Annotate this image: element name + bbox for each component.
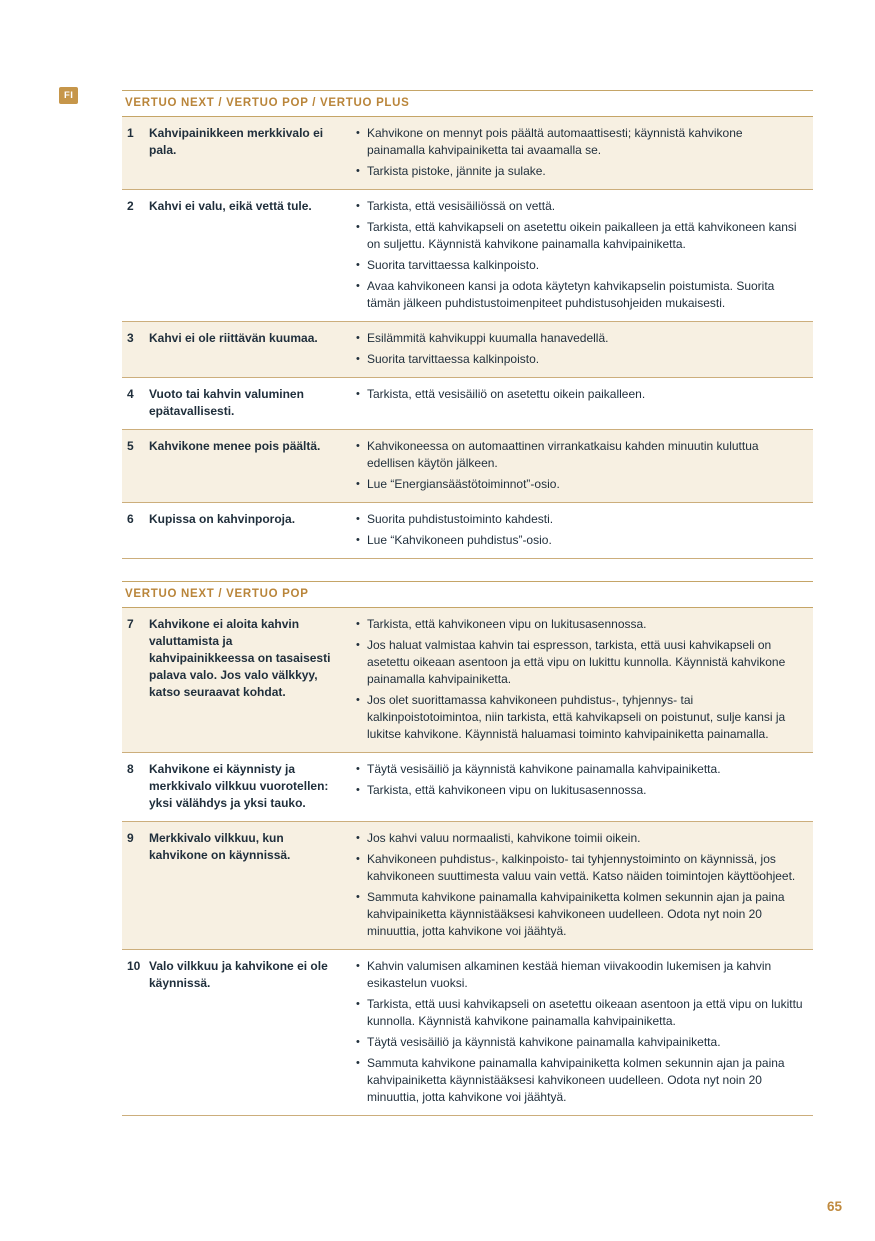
table-row <box>122 378 813 430</box>
row-number: 1 <box>127 126 134 140</box>
solution-item <box>356 532 803 549</box>
table-row <box>122 322 813 378</box>
solution-item <box>356 278 803 312</box>
row-number: 8 <box>127 762 134 776</box>
solution-item <box>356 616 803 633</box>
section-title: VERTUO NEXT / VERTUO POP / VERTUO PLUS <box>122 90 813 117</box>
solution-text: Tarkista, että vesisäiliössä on vettä. <box>367 199 556 213</box>
solution-text: Suorita tarvittaessa kalkinpoisto. <box>367 352 540 366</box>
bullet-icon: • <box>356 998 360 1010</box>
solution-text: Tarkista, että kahvikoneen vipu on lukitusasennossa. <box>367 783 647 797</box>
solution-text: Täytä vesisäiliö ja käynnistä kahvikone painamalla kahvipainiketta. <box>367 1035 721 1049</box>
solution-text: Kahvikoneessa on automaattinen virrankatkaisu kahden minuutin kuluttua edellisen käytön jälkeen. <box>367 439 759 470</box>
problem-text: Kahvipainikkeen merkkivalo ei pala. <box>149 126 324 157</box>
solution-item <box>356 125 803 159</box>
solution-item <box>356 219 803 253</box>
bullet-icon: • <box>356 960 360 972</box>
solution-item <box>356 692 803 743</box>
bullet-icon: • <box>356 784 360 796</box>
solution-item <box>356 782 803 799</box>
solution-text: Kahvin valumisen alkaminen kestää hieman viivakoodin lukemisen ja kahvin esikastelun vuoksi. <box>367 959 772 990</box>
solutions-list <box>352 830 813 940</box>
row-number: 3 <box>127 331 134 345</box>
solution-text: Avaa kahvikoneen kansi ja odota käytetyn kahvikapselin poistumista. Suorita tämän jälkeen puhdistustoimenpiteet puhdistusohjeiden mukaisesti. <box>367 279 775 310</box>
page-number: 65 <box>826 1199 842 1214</box>
solution-text: Suorita tarvittaessa kalkinpoisto. <box>367 258 540 272</box>
solution-text: Sammuta kahvikone painamalla kahvipainiketta kolmen sekunnin ajan ja paina kahvipainiketta käynnistääksesi kahvikoneen uudelleen. Odota nyt noin 20 minuuttia, jotta kahvikone voi jäähtyä. <box>367 890 785 938</box>
solution-item <box>356 830 803 847</box>
problem-text: Kupissa on kahvinporoja. <box>149 512 296 526</box>
problem-text: Vuoto tai kahvin valuminen epätavallisesti. <box>149 387 304 418</box>
bullet-icon: • <box>356 1036 360 1048</box>
solutions-list <box>352 958 813 1106</box>
solution-item <box>356 851 803 885</box>
problem-text: Kahvikone menee pois päältä. <box>149 439 321 453</box>
bullet-icon: • <box>356 388 360 400</box>
table-row <box>122 117 813 190</box>
bullet-icon: • <box>356 832 360 844</box>
bullet-icon: • <box>356 694 360 706</box>
solution-text: Esilämmitä kahvikuppi kuumalla hanavedellä. <box>367 331 609 345</box>
solution-text: Kahvikoneen puhdistus-, kalkinpoisto- tai tyhjennystoiminto on käynnissä, jos kahvikoneen suuttimesta valuu vain vettä. Katso näiden toimintojen käyttöohjeet. <box>367 852 796 883</box>
solutions-list <box>352 330 813 368</box>
problem-text: Kahvikone ei käynnisty ja merkkivalo vilkkuu vuorotellen: yksi välähdys ja yksi tauko. <box>149 762 329 810</box>
solution-item <box>356 1055 803 1106</box>
solution-item <box>356 386 803 403</box>
solutions-list <box>352 438 813 493</box>
solution-text: Lue “Energiansäästötoiminnot”-osio. <box>367 477 560 491</box>
bullet-icon: • <box>356 440 360 452</box>
solution-item <box>356 1034 803 1051</box>
table-row <box>122 190 813 322</box>
solution-text: Tarkista, että kahvikoneen vipu on lukitusasennossa. <box>367 617 647 631</box>
solution-item <box>356 637 803 688</box>
solutions-list <box>352 198 813 312</box>
section-vertuo-next-pop-plus <box>122 90 813 559</box>
troubleshooting-content <box>122 90 813 1116</box>
row-number: 9 <box>127 831 134 845</box>
bullet-icon: • <box>356 221 360 233</box>
solution-text: Lue “Kahvikoneen puhdistus”-osio. <box>367 533 552 547</box>
solution-text: Jos haluat valmistaa kahvin tai espresson, tarkista, että uusi kahvikapseli on asetettu oikeaan asentoon ja että vipu on lukittu kunnolla. Käynnistä kahvikone painamalla kahvipainiketta. <box>367 638 786 686</box>
section-title: VERTUO NEXT / VERTUO POP <box>122 581 813 608</box>
solution-item <box>356 958 803 992</box>
row-number: 2 <box>127 199 134 213</box>
solution-item <box>356 761 803 778</box>
bullet-icon: • <box>356 639 360 651</box>
row-number: 6 <box>127 512 134 526</box>
bullet-icon: • <box>356 534 360 546</box>
problem-text: Kahvikone ei aloita kahvin valuttamista ja kahvipainikkeessa on tasaisesti palava valo. Jos valo välkkyy, katso seuraavat kohdat. <box>149 617 331 699</box>
solution-item <box>356 996 803 1030</box>
row-number: 4 <box>127 387 134 401</box>
solutions-list <box>352 511 813 549</box>
solution-text: Jos olet suorittamassa kahvikoneen puhdistus-, tyhjennys- tai kalkinpoistotoimintoa, niin tarkista, että kahvikapseli on poistunut, sulje kansi ja lukitse kahvikone. Käynnistä haluamasi toiminto kahvipainiketta painamalla. <box>367 693 786 741</box>
problem-text: Merkkivalo vilkkuu, kun kahvikone on käynnissä. <box>149 831 291 862</box>
bullet-icon: • <box>356 478 360 490</box>
solution-item <box>356 198 803 215</box>
bullet-icon: • <box>356 1057 360 1069</box>
table-row <box>122 822 813 950</box>
solution-item <box>356 351 803 368</box>
row-number: 10 <box>127 959 141 973</box>
solution-text: Suorita puhdistustoiminto kahdesti. <box>367 512 554 526</box>
bullet-icon: • <box>356 280 360 292</box>
bullet-icon: • <box>356 200 360 212</box>
problem-text: Valo vilkkuu ja kahvikone ei ole käynnissä. <box>149 959 328 990</box>
solution-item <box>356 476 803 493</box>
table-row <box>122 608 813 753</box>
problem-text: Kahvi ei valu, eikä vettä tule. <box>149 199 312 213</box>
row-number: 5 <box>127 439 134 453</box>
solutions-list <box>352 616 813 743</box>
solution-item <box>356 330 803 347</box>
solutions-list <box>352 386 813 420</box>
solution-text: Jos kahvi valuu normaalisti, kahvikone toimii oikein. <box>367 831 641 845</box>
solution-text: Tarkista, että uusi kahvikapseli on asetettu oikeaan asentoon ja että vipu on lukittu kunnolla. Käynnistä kahvikone painamalla kahvipainiketta. <box>367 997 803 1028</box>
table-row <box>122 430 813 503</box>
solution-item <box>356 889 803 940</box>
solution-text: Tarkista, että kahvikapseli on asetettu oikein paikalleen ja että kahvikoneen kansi on suljettu. Käynnistä kahvikone painamalla kahvipainiketta. <box>367 220 797 251</box>
solution-item <box>356 511 803 528</box>
bullet-icon: • <box>356 353 360 365</box>
solution-text: Täytä vesisäiliö ja käynnistä kahvikone painamalla kahvipainiketta. <box>367 762 721 776</box>
bullet-icon: • <box>356 332 360 344</box>
solutions-list <box>352 125 813 180</box>
section-vertuo-next-pop <box>122 581 813 1116</box>
bullet-icon: • <box>356 891 360 903</box>
bullet-icon: • <box>356 853 360 865</box>
row-number: 7 <box>127 617 134 631</box>
table-row <box>122 753 813 822</box>
bullet-icon: • <box>356 763 360 775</box>
bullet-icon: • <box>356 618 360 630</box>
solution-item <box>356 257 803 274</box>
solution-text: Tarkista, että vesisäiliö on asetettu oikein paikalleen. <box>367 387 646 401</box>
solution-item <box>356 163 803 180</box>
bullet-icon: • <box>356 259 360 271</box>
solutions-list <box>352 761 813 812</box>
bullet-icon: • <box>356 165 360 177</box>
solution-text: Sammuta kahvikone painamalla kahvipainiketta kolmen sekunnin ajan ja paina kahvipainiketta käynnistääksesi kahvikoneen uudelleen. Odota nyt noin 20 minuuttia, jotta kahvikone voi jäähtyä. <box>367 1056 785 1104</box>
problem-text: Kahvi ei ole riittävän kuumaa. <box>149 331 318 345</box>
bullet-icon: • <box>356 513 360 525</box>
language-badge: FI <box>59 87 78 104</box>
solution-text: Tarkista pistoke, jännite ja sulake. <box>367 164 546 178</box>
table-row <box>122 950 813 1116</box>
solution-item <box>356 438 803 472</box>
table-row <box>122 503 813 559</box>
bullet-icon: • <box>356 127 360 139</box>
solution-text: Kahvikone on mennyt pois päältä automaattisesti; käynnistä kahvikone painamalla kahvipainiketta tai avaamalla se. <box>367 126 743 157</box>
